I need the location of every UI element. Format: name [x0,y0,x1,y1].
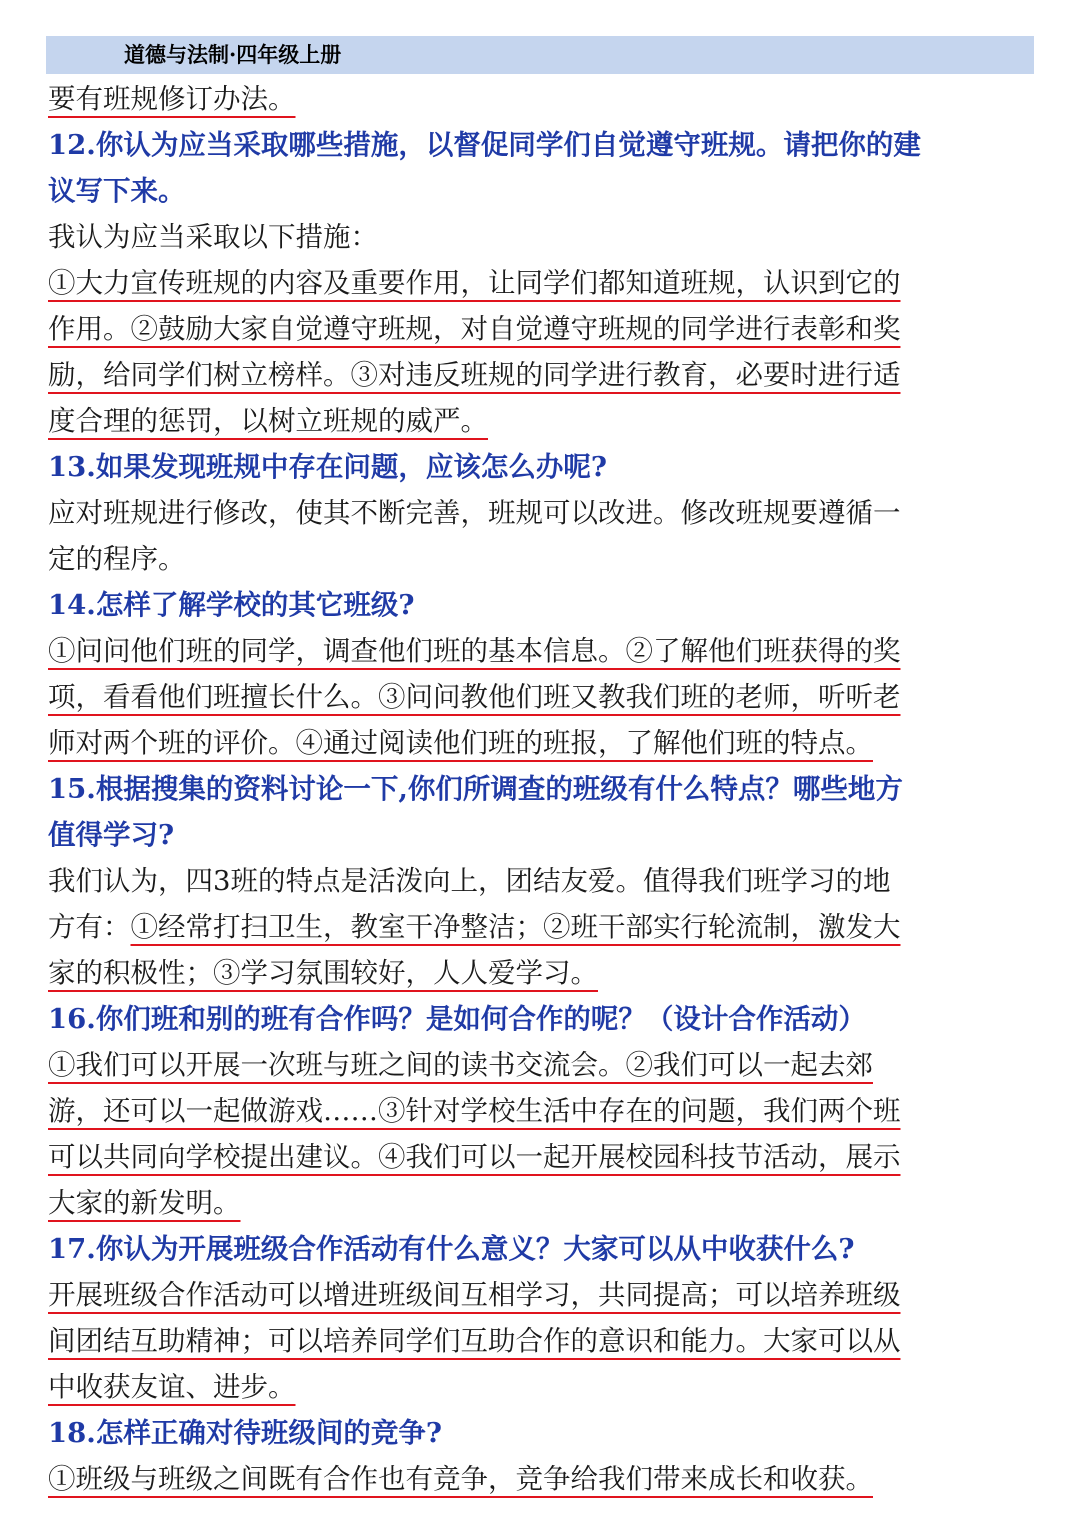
answer-text: 度合理的惩罚，以树立班规的威严。 [48,405,488,437]
answer-text: ①班级与班级之间既有合作也有竞争，竞争给我们带来成长和收获。 [48,1463,873,1495]
answer-line [48,490,1034,536]
question-line [48,1410,1034,1456]
answer-text: 应对班规进行修改，使其不断完善，班规可以改进。修改班规要遵循一 [48,497,901,529]
question-line [48,996,1034,1042]
question-text: 14.怎样了解学校的其它班级? [48,589,415,621]
question-line [48,766,1034,812]
question-text: 16.你们班和别的班有合作吗？是如何合作的呢？（设计合作活动） [48,1003,866,1035]
question-text: 18.怎样正确对待班级间的竞争? [48,1417,442,1449]
answer-text: 间团结互助精神；可以培养同学们互助合作的意识和能力。大家可以从 [48,1325,901,1357]
answer-line [48,1318,1034,1364]
answer-text: 定的程序。 [48,543,186,575]
answer-line [48,628,1034,674]
question-line [48,812,1034,858]
answer-line [48,1456,1034,1502]
answer-text: 游，还可以一起做游戏……③针对学校生活中存在的问题，我们两个班 [48,1095,901,1127]
answer-line [48,1272,1034,1318]
header-title: 道德与法制·四年级上册 [124,42,342,67]
answer-text: 我们认为，四3班的特点是活泼向上，团结友爱。值得我们班学习的地 [48,865,891,897]
question-line [48,1226,1034,1272]
question-text: 17.你认为开展班级合作活动有什么意义？大家可以从中收获什么? [48,1233,855,1265]
answer-line [48,214,1034,260]
answer-line [48,1088,1034,1134]
answer-text: ①我们可以开展一次班与班之间的读书交流会。②我们可以一起去郊 [48,1049,873,1081]
answer-line [48,1134,1034,1180]
answer-line [48,1042,1034,1088]
question-text: 12.你认为应当采取哪些措施，以督促同学们自觉遵守班规。请把你的建 [48,129,921,161]
answer-text: 作用。②鼓励大家自觉遵守班规，对自觉遵守班规的同学进行表彰和奖 [48,313,901,345]
answer-text: 师对两个班的评价。④通过阅读他们班的班报，了解他们班的特点。 [48,727,873,759]
answer-line [48,260,1034,306]
answer-line [48,76,1034,122]
answer-line [48,950,1034,996]
answer-text: 开展班级合作活动可以增进班级间互相学习，共同提高；可以培养班级 [48,1279,901,1311]
answer-text: 励，给同学们树立榜样。③对违反班规的同学进行教育，必要时进行适 [48,359,901,391]
page-header [46,36,1034,74]
answer-line [48,306,1034,352]
answer-text: ①问问他们班的同学，调查他们班的基本信息。②了解他们班获得的奖 [48,635,901,667]
question-text: 议写下来。 [48,175,186,207]
answer-line [48,1180,1034,1226]
question-line [48,168,1034,214]
answer-line [48,858,1034,904]
answer-text: ①大力宣传班规的内容及重要作用，让同学们都知道班规，认识到它的 [48,267,901,299]
question-line [48,582,1034,628]
answer-text: 项，看看他们班擅长什么。③问问教他们班又教我们班的老师，听听老 [48,681,901,713]
answer-text: 家的积极性；③学习氛围较好，人人爱学习。 [48,957,598,989]
answer-line [48,1364,1034,1410]
answer-text: 大家的新发明。 [48,1187,241,1219]
answer-text: 可以共同向学校提出建议。④我们可以一起开展校园科技节活动，展示 [48,1141,901,1173]
answer-line [48,536,1034,582]
answer-text: 要有班规修订办法。 [48,83,296,115]
answer-text: 我认为应当采取以下措施： [48,221,378,253]
answer-line [48,352,1034,398]
answer-line [48,904,1034,950]
answer-text: ①经常打扫卫生，教室干净整洁；②班干部实行轮流制，激发大 [130,911,901,943]
document-body [48,76,1034,1502]
question-text: 值得学习? [48,819,175,851]
question-text: 13.如果发现班规中存在问题，应该怎么办呢? [48,451,607,483]
question-line [48,122,1034,168]
answer-prefix: 方有： [48,911,131,943]
answer-line [48,720,1034,766]
answer-line [48,398,1034,444]
question-line [48,444,1034,490]
answer-line [48,674,1034,720]
question-text: 15.根据搜集的资料讨论一下,你们所调查的班级有什么特点？哪些地方 [48,773,903,805]
answer-text: 中收获友谊、进步。 [48,1371,296,1403]
